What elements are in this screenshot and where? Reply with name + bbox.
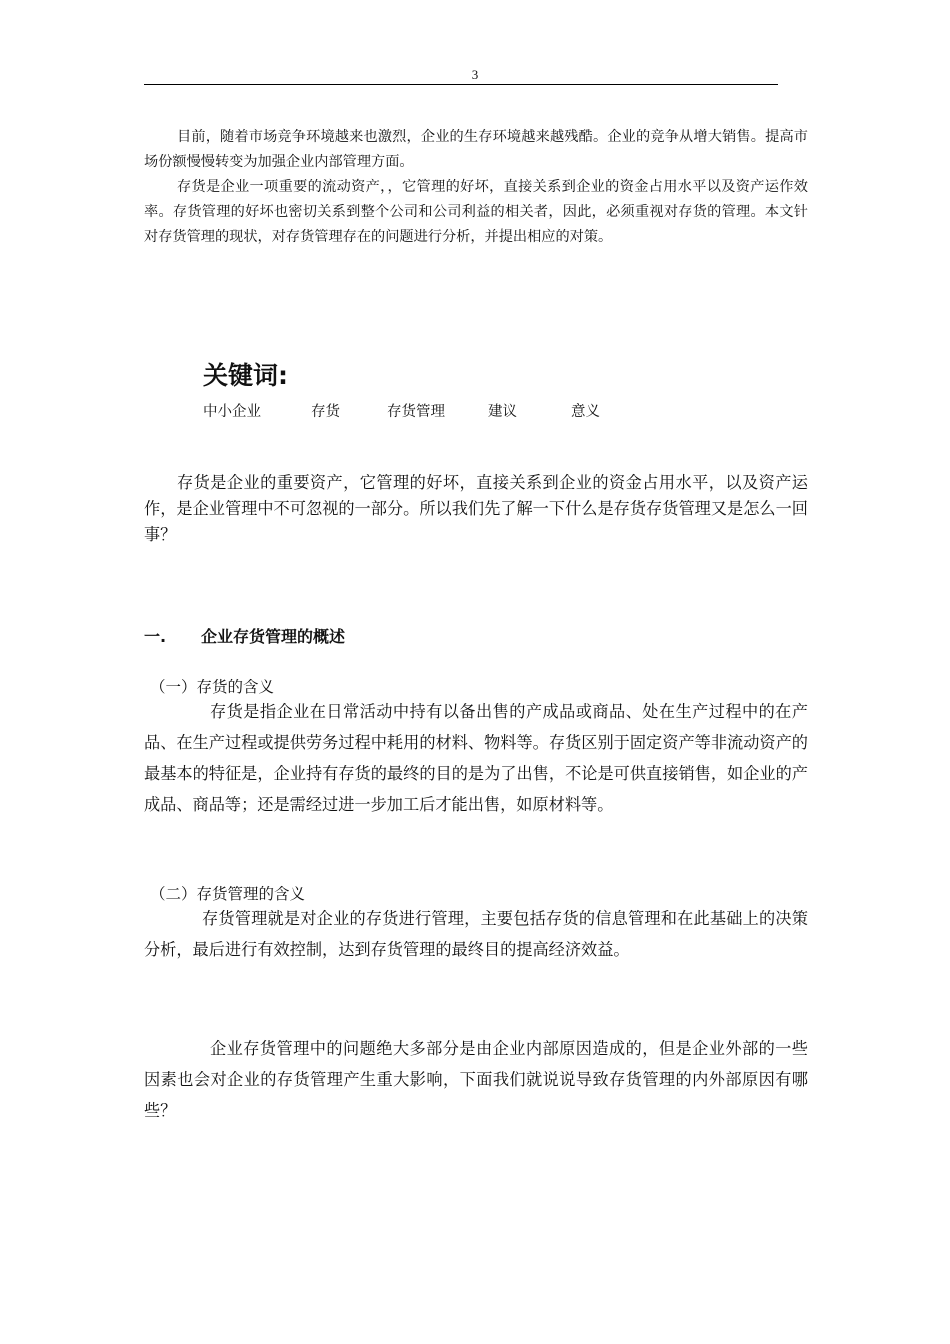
section-title: 企业存货管理的概述 <box>201 627 346 646</box>
keywords-title: 关键词: <box>203 361 288 390</box>
lead-paragraph: 存货是企业的重要资产，它管理的好坏，直接关系到企业的资金占用水平，以及资产运作，是企业管理中不可忽视的一部分。所以我们先了解一下什么是存货存货管理又是怎么一回事？ <box>144 473 808 544</box>
keywords-list <box>203 400 600 421</box>
keyword-item: 中小企业 <box>203 404 261 420</box>
intro-paragraph-1: 目前，随着市场竞争环境越来也激烈，企业的生存环境越来越残酷。企业的竞争从增大销售。提高市场份额慢慢转变为加强企业内部管理方面。 <box>144 129 808 170</box>
intro-paragraph-2: 存货是企业一项重要的流动资产，，它管理的好坏，直接关系到企业的资金占用水平以及资产运作效率。存货管理的好坏也密切关系到整个公司和公司利益的相关者，因此，必须重视对存货的管理。本文针对存货管理的现状，对存货管理存在的问题进行分析，并提出相应的对策。 <box>144 179 808 245</box>
subsection-2-text: 存货管理就是对企业的存货进行管理，主要包括存货的信息管理和在此基础上的决策分析，最后进行有效控制，达到存货管理的最终目的提高经济效益。 <box>144 909 808 959</box>
header-rule <box>144 84 778 85</box>
subsection-1-text: 存货是指企业在日常活动中持有以备出售的产成品或商品、处在生产过程中的在产品、在生产过程或提供劳务过程中耗用的材料、物料等。存货区别于固定资产等非流动资产的最基本的特征是，企业持有存货的最终的目的是为了出售，不论是可供直接销售，如企业的产成品、商品等；还是需经过进一步加工后才能出售，如原材料等。 <box>144 702 808 814</box>
subsection-1-title: （一）存货的含义 <box>150 678 275 696</box>
subsection-2-title: （二）存货管理的含义 <box>150 885 306 903</box>
closing-paragraph: 企业存货管理中的问题绝大多部分是由企业内部原因造成的，但是企业外部的一些因素也会对企业的存货管理产生重大影响，下面我们就说说导致存货管理的内外部原因有哪些？ <box>144 1039 808 1120</box>
section-heading <box>144 624 345 647</box>
keyword-item: 存货管理 <box>387 404 445 420</box>
section-number: 一. <box>144 627 167 646</box>
keyword-item: 建议 <box>488 404 517 420</box>
page-number: 3 <box>471 67 479 82</box>
keyword-item: 意义 <box>571 404 600 420</box>
keyword-item: 存货 <box>311 404 340 420</box>
